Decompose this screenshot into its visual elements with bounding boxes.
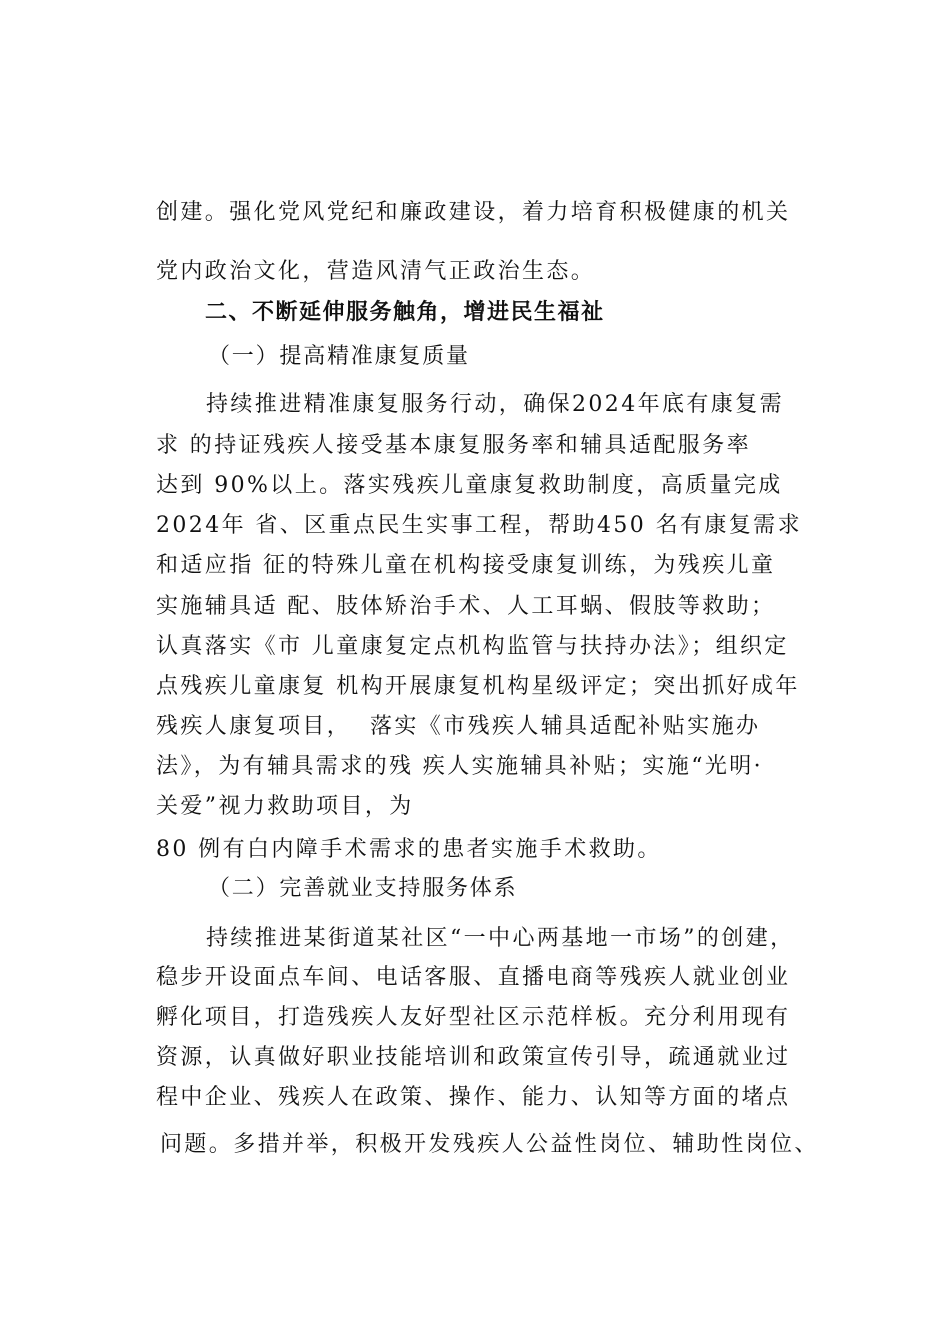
- paragraph-line: 残疾人康复项目， 落实《市残疾人辅具适配补贴实施办: [156, 714, 761, 739]
- paragraph-line: 2024年 省、区重点民生实事工程，帮助450 名有康复需求: [156, 513, 802, 538]
- subsection-title: （一）提高精准康复质量: [208, 344, 470, 369]
- paragraph-line: 法》，为有辅具需求的残 疾人实施辅具补贴；实施“光明·: [156, 754, 764, 779]
- subsection-title: （二）完善就业支持服务体系: [208, 876, 518, 901]
- paragraph-line: 程中企业、残疾人在政策、操作、能力、认知等方面的堵点: [156, 1085, 791, 1110]
- section-heading: 二、不断延伸服务触角，增进民生福祉: [205, 300, 605, 325]
- paragraph-line: 求 的持证残疾人接受基本康复服务率和辅具适配服务率: [156, 433, 751, 458]
- paragraph-line: 达到 90%以上。落实残疾儿童康复救助制度，高质量完成: [156, 473, 783, 498]
- paragraph-line: 实施辅具适 配、肢体矫治手术、人工耳蜗、假肢等救助；: [156, 594, 776, 619]
- paragraph-line: 资源，认真做好职业技能培训和政策宣传引导，疏通就业过: [156, 1045, 791, 1070]
- paragraph-line: 党内政治文化，营造风清气正政治生态。: [156, 259, 596, 284]
- paragraph-line: 和适应指 征的特殊儿童在机构接受康复训练，为残疾儿童: [156, 553, 776, 578]
- paragraph-line: 认真落实《市 儿童康复定点机构监管与扶持办法》；组织定: [156, 634, 789, 659]
- paragraph-line: 问题。多措并举，积极开发残疾人公益性岗位、辅助性岗位、: [160, 1132, 819, 1157]
- paragraph-line: 80 例有白内障手术需求的患者实施手术救助。: [156, 837, 662, 862]
- paragraph-line: 创建。强化党风党纪和廉政建设，着力培育积极健康的机关: [156, 200, 791, 225]
- paragraph-line: 持续推进精准康复服务行动，确保2024年底有康复需: [206, 392, 784, 417]
- paragraph-line: 关爱”视力救助项目，为: [156, 794, 414, 819]
- paragraph-line: 点残疾儿童康复 机构开展康复机构星级评定；突出抓好成年: [156, 674, 800, 699]
- paragraph-line: 持续推进某街道某社区“一中心两基地一市场”的创建，: [206, 926, 795, 951]
- paragraph-line: 孵化项目，打造残疾人友好型社区示范样板。充分利用现有: [156, 1005, 791, 1030]
- paragraph-line: 稳步开设面点车间、电话客服、直播电商等残疾人就业创业: [156, 965, 791, 990]
